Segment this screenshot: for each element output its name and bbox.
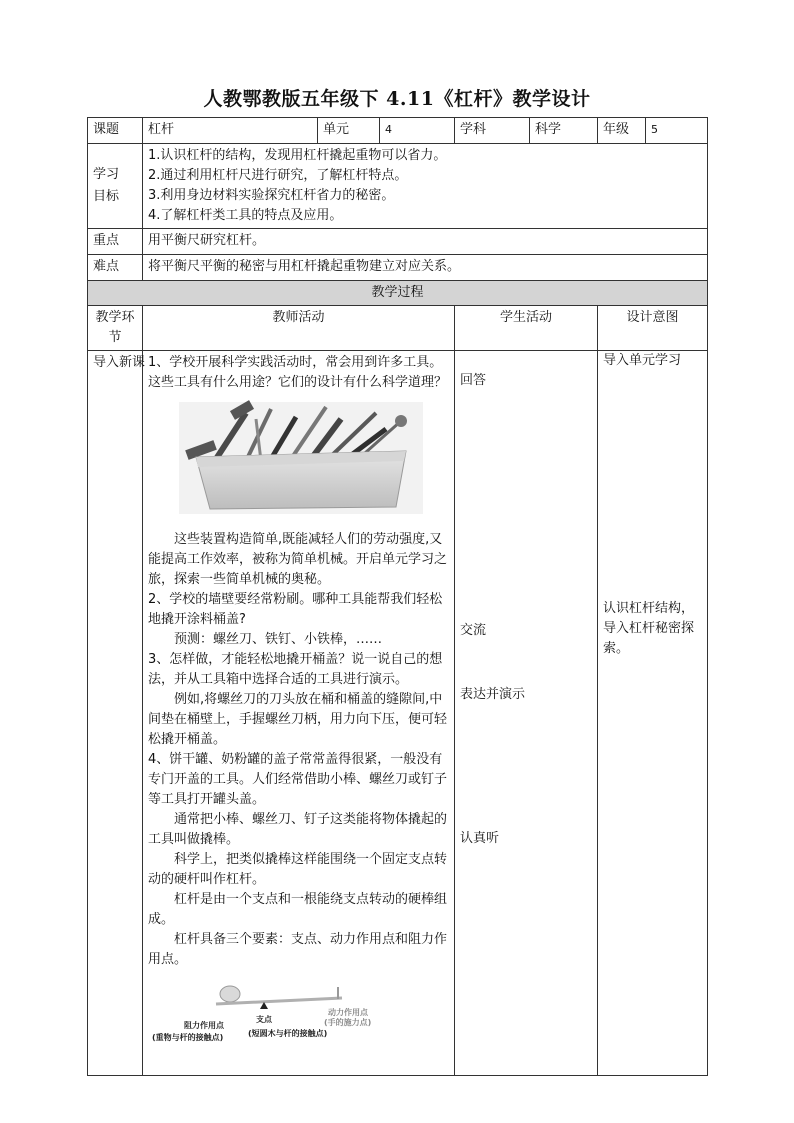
subject-label: 学科 [455, 118, 530, 144]
difficulty-label: 难点 [88, 255, 143, 281]
info-row [88, 118, 708, 144]
key-row [88, 229, 708, 255]
process-header-row [88, 281, 708, 306]
unit-value: 4 [380, 118, 455, 144]
intent-intro: 导入单元学习 [603, 353, 682, 368]
effort-label: 动力作用点 [328, 1008, 368, 1017]
process-row [88, 351, 708, 1076]
stage-cell: 导入新课 [88, 351, 143, 1076]
col-student: 学生活动 [455, 306, 598, 351]
difficulty-row [88, 255, 708, 281]
design-intent [598, 351, 708, 1076]
subject-value: 科学 [530, 118, 598, 144]
lesson-plan-table [87, 117, 708, 1076]
student-discuss: 交流 [460, 623, 487, 638]
unit-label: 单元 [318, 118, 380, 144]
process-columns-row [88, 306, 708, 351]
teacher-activity: 1、学校开展科学实践活动时，常会用到许多工具。这些工具有什么用途？它们的设计有什么科学道理？ 这些装置构造简单,既能减轻人们的劳动强度,又能提高工作效率，被称为简单机械。开启单元学习之旅，探索一些简单机械的奥秘。 2、学校的墙壁要经常粉刷。哪种工具能帮我们轻松地撬开涂料桶盖? 预测：螺丝刀、铁钉、小铁棒，…… 3、怎样做，才能轻松地撬开桶盖？说一说自己的想法，并从工具箱中选择合适的工具进行演示。 例如,将螺丝刀的刀头放在桶和桶盖的缝隙间,中间垫在桶壁上，手握螺丝刀柄，用力向下压，便可轻松撬开桶盖。 4、饼干罐、奶粉罐的盖子常常盖得很紧，一般没有专门开盖的工具。人们经常借助小棒、螺丝刀或钉子等工具打开罐头盖。 通常把小棒、螺丝刀、钉子这类能将物体撬起的工具叫做撬棒。 科学上，把类似撬棒这样能围绕一个固定支点转动的硬杆叫作杠杆。 杠杆是由一个支点和一根能绕支点转动的硬棒组成。 杠杆具备三个要素：支点、动力作用点和阻力作用点。 动力作用点 (手的施力点) 阻力作用点 (重物与杆的接触点) 支点 (短圆木与杆的接触点) [143, 351, 455, 1076]
student-demonstrate: 表达并演示 [460, 687, 526, 702]
goal-item: 4.了解杠杆类工具的特点及应用。 [148, 208, 343, 223]
toolbox-image [176, 399, 426, 517]
resistance-note: (重物与杆的接触点) [152, 1033, 224, 1042]
fulcrum-note: (短圆木与杆的接触点) [248, 1029, 328, 1038]
lesson-label: 课题 [88, 118, 143, 144]
col-stage: 教学环节 [88, 306, 143, 351]
fulcrum-label: 支点 [256, 1015, 272, 1024]
goal-item: 2.通过利用杠杆尺进行研究，了解杠杆特点。 [148, 168, 408, 183]
goals-row [88, 144, 708, 229]
toolbox-illustration [148, 393, 449, 530]
effort-note: (手的施力点) [324, 1018, 372, 1027]
goal-item: 1.认识杠杆的结构，发现用杠杆撬起重物可以省力。 [148, 148, 447, 163]
goal-item: 3.利用身边材料实验探究杠杆省力的秘密。 [148, 188, 395, 203]
process-header: 教学过程 [88, 281, 708, 306]
page-title: 人教鄂教版五年级下 4.11《杠杆》教学设计 [203, 88, 591, 110]
student-listen: 认真听 [460, 831, 500, 846]
key-value: 用平衡尺研究杠杆。 [143, 229, 708, 255]
student-activity [455, 351, 598, 1076]
resistance-label: 阻力作用点 [184, 1021, 224, 1030]
col-teacher: 教师活动 [143, 306, 455, 351]
student-answer: 回答 [460, 373, 487, 388]
goals-label: 学习目标 [88, 144, 143, 229]
goals-list [143, 144, 708, 229]
difficulty-value: 将平衡尺平衡的秘密与用杠杆撬起重物建立对应关系。 [143, 255, 708, 281]
lever-figure [152, 982, 402, 1044]
grade-value: 5 [646, 118, 708, 144]
col-intent: 设计意图 [598, 306, 708, 351]
key-label: 重点 [88, 229, 143, 255]
lesson-value: 杠杆 [143, 118, 318, 144]
lever-diagram [148, 970, 449, 1051]
grade-label: 年级 [598, 118, 646, 144]
intent-lever: 认识杠杆结构，导入杠杆秘密探索。 [603, 601, 695, 656]
